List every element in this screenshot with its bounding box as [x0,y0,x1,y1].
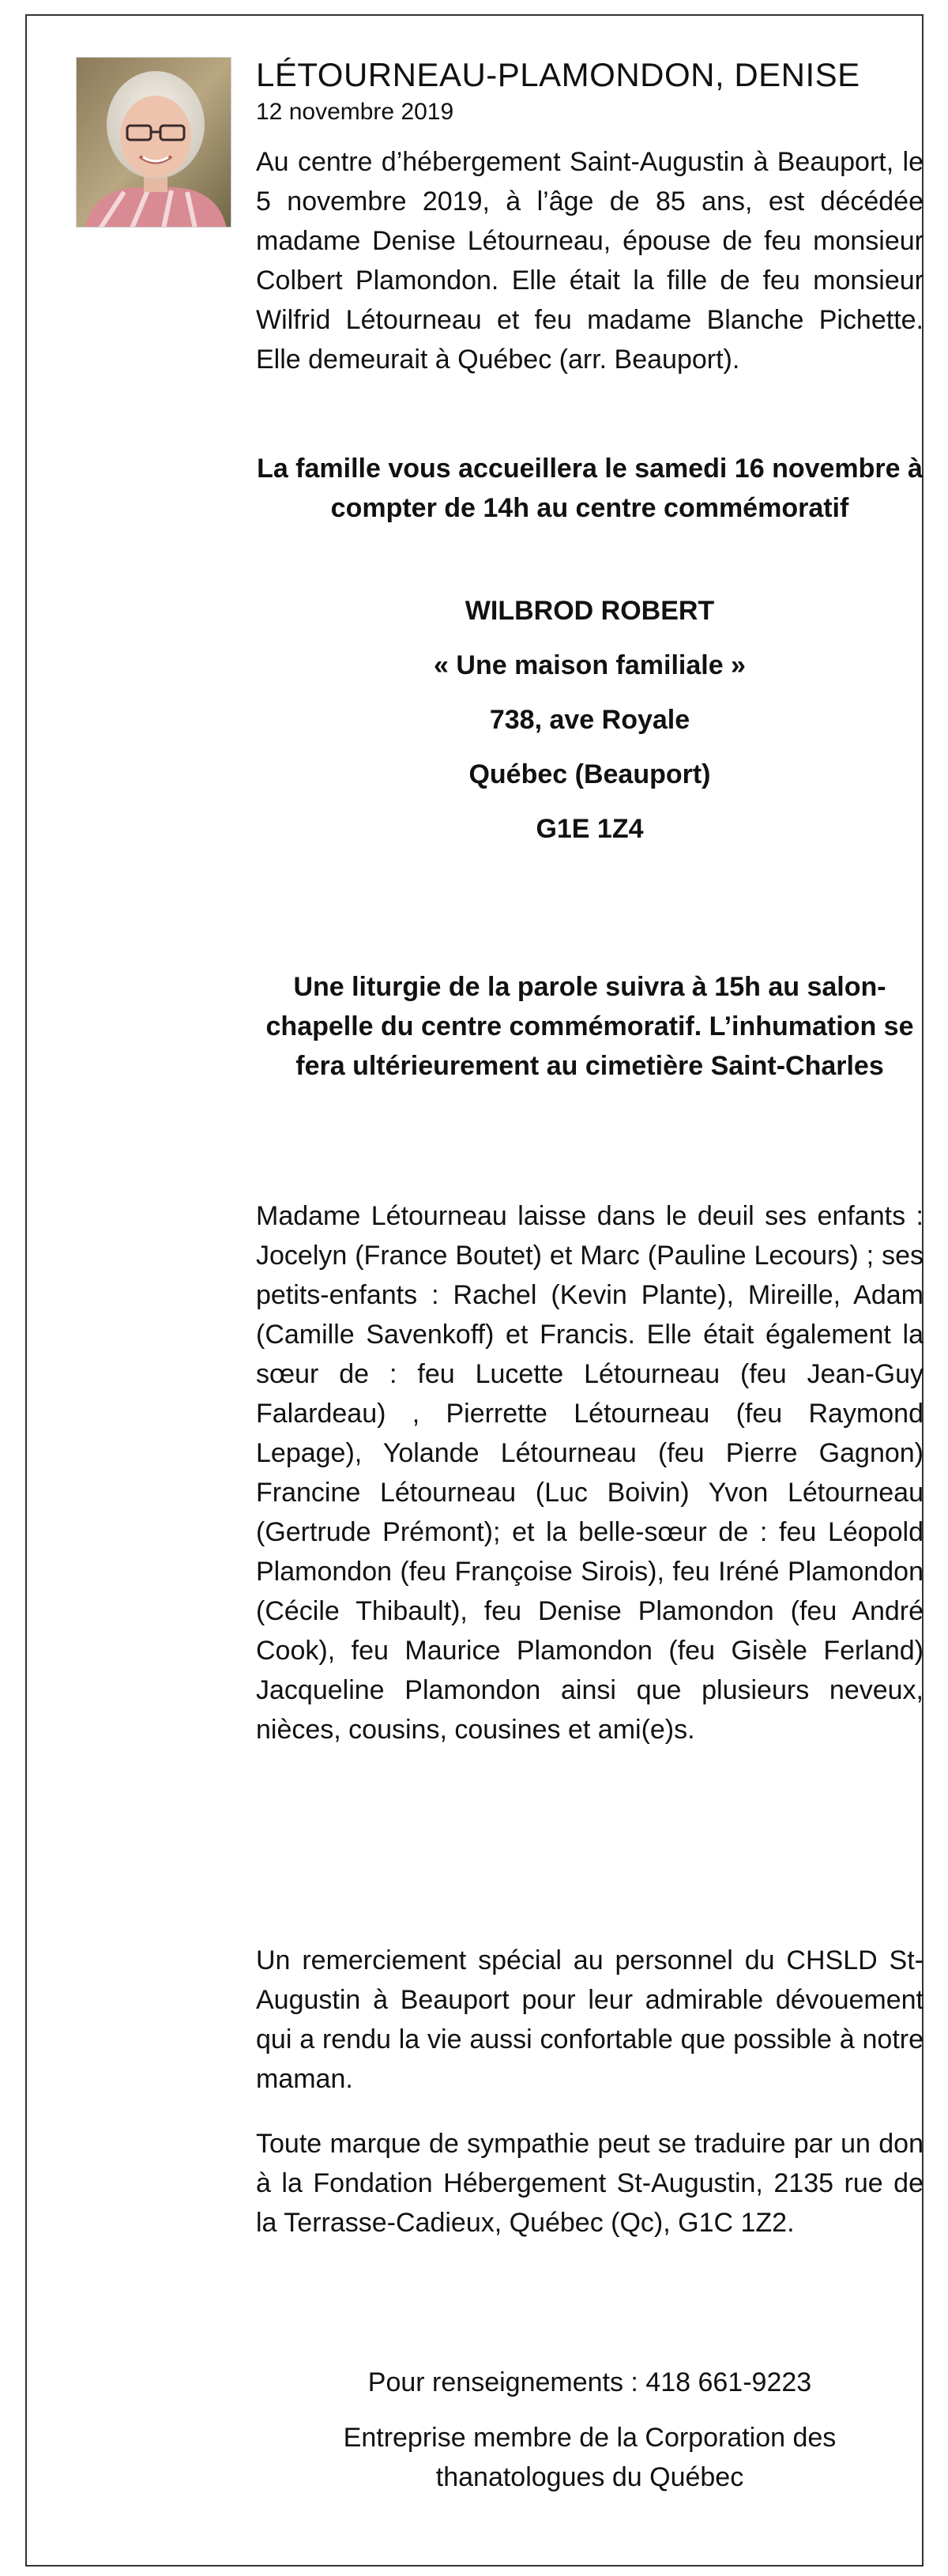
thanks-paragraph: Un remerciement spécial au personnel du CHSLD St-Augustin à Beauport pour leur admirable dévouement qui a rendu la vie aussi confortable que possible à notre maman. [256,1945,924,2094]
funeral-home-city: Québec (Beauport) [468,759,711,789]
visitation-notice: La famille vous accueillera le samedi 16 novembre à compter de 14h au centre commémoratif [257,454,923,523]
portrait-image [77,58,231,228]
liturgy-notice: Une liturgie de la parole suivra à 15h au salon-chapelle du centre commémoratif. L’inhumation se fera ultérieurement au cimetière Saint-Charles [265,972,914,1081]
funeral-home-street: 738, ave Royale [489,705,690,735]
intro-paragraph: Au centre d’hébergement Saint-Augustin à Beauport, le 5 novembre 2019, à l’âge de 85 ans, est décédée madame Denise Létourneau, épouse de feu monsieur Colbert Plamondon. Elle était la fille de feu monsieur Wilfrid Létourneau et feu madame Blanche Pichette. Elle demeurait à Québec (arr. Beauport). [256,147,924,375]
contact-phone: Pour renseignements : 418 661-9223 [367,2367,812,2397]
membership-note: Entreprise membre de la Corporation des thanatologues du Québec [343,2423,837,2492]
donation-paragraph: Toute marque de sympathie peut se traduire par un don à la Fondation Hébergement St-Augustin, 2135 rue de la Terrasse-Cadieux, Québec (Qc), G1C 1Z2. [256,2129,924,2238]
funeral-home-postal-code: G1E 1Z4 [536,814,644,844]
deceased-name: LÉTOURNEAU-PLAMONDON, DENISE [256,56,860,93]
portrait-photo [76,57,231,228]
funeral-home-name: WILBROD ROBERT [465,596,715,626]
funeral-home-tagline: « Une maison familiale » [434,650,746,680]
survivors-paragraph: Madame Létourneau laisse dans le deuil ses enfants : Jocelyn (France Boutet) et Marc (Pauline Lecours) ; ses petits-enfants : Rachel (Kevin Plante), Mireille, Adam (Camille Savenkoff) et Francis. Elle était également la sœur de : feu Lucette Létourneau (feu Jean-Guy Falardeau) , Pierrette Létourneau (feu Raymond Lepage), Yolande Létourneau (feu Pierre Gagnon) Francine Létourneau (Luc Boivin) Yvon Létourneau (Gertrude Prémont); et la belle-sœur de : feu Léopold Plamondon (feu Françoise Sirois), feu Iréné Plamondon (Cécile Thibault), feu Denise Plamondon (feu André Cook), feu Maurice Plamondon (feu Gisèle Ferland) Jacqueline Plamondon ainsi que plusieurs neveux, nièces, cousins, cousines et ami(e)s. [256,1201,924,1745]
publication-date: 12 novembre 2019 [256,99,454,125]
obituary-card [25,14,924,2567]
